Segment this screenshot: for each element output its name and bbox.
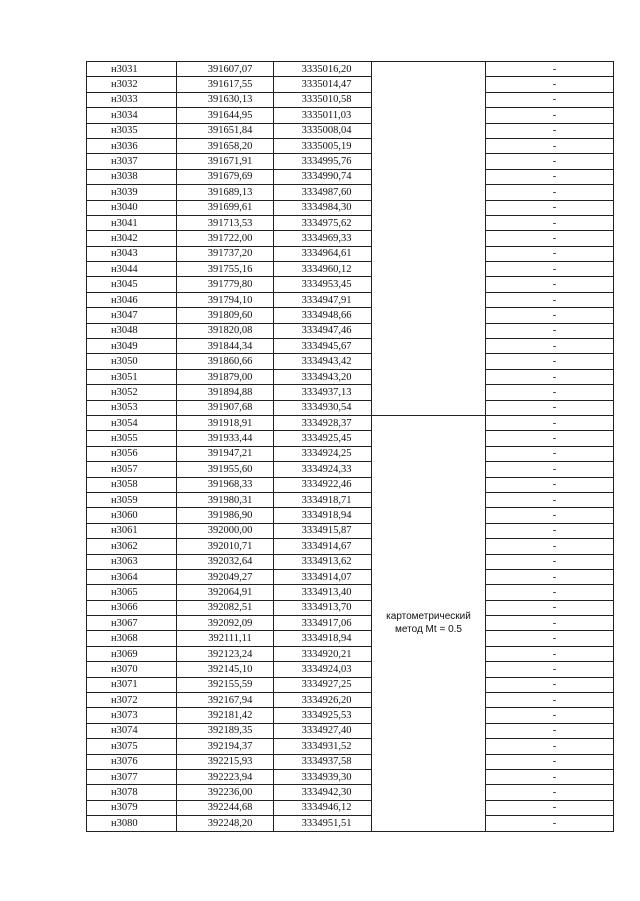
coordinate-x-cell: 392194,37	[177, 739, 274, 754]
point-name-cell: н3045	[87, 277, 177, 292]
point-name-cell: н3037	[87, 154, 177, 169]
table-row	[87, 169, 614, 184]
coordinate-y-cell: 3334920,21	[274, 646, 372, 661]
mark-cell: -	[486, 785, 614, 800]
coordinate-y-cell: 3334953,45	[274, 277, 372, 292]
point-name-cell: н3068	[87, 631, 177, 646]
mark-cell: -	[486, 739, 614, 754]
mark-cell: -	[486, 523, 614, 538]
coordinate-y-cell: 3334924,33	[274, 462, 372, 477]
point-name-cell: н3080	[87, 816, 177, 831]
coordinate-x-cell: 391844,34	[177, 339, 274, 354]
coordinate-y-cell: 3334927,25	[274, 677, 372, 692]
coordinate-x-cell: 391918,91	[177, 415, 274, 430]
table-row	[87, 262, 614, 277]
point-name-cell: н3076	[87, 754, 177, 769]
table-row	[87, 62, 614, 77]
coordinate-y-cell: 3334913,62	[274, 554, 372, 569]
coordinate-y-cell: 3334975,62	[274, 215, 372, 230]
point-name-cell: н3073	[87, 708, 177, 723]
table-row	[87, 769, 614, 784]
table-row	[87, 800, 614, 815]
coordinate-y-cell: 3334990,74	[274, 169, 372, 184]
coordinate-y-cell: 3334945,67	[274, 339, 372, 354]
table-row	[87, 785, 614, 800]
point-name-cell: н3054	[87, 415, 177, 430]
coordinate-y-cell: 3335008,04	[274, 123, 372, 138]
mark-cell: -	[486, 508, 614, 523]
mark-cell: -	[486, 446, 614, 461]
mark-cell: -	[486, 354, 614, 369]
mark-cell: -	[486, 108, 614, 123]
coordinate-y-cell: 3334926,20	[274, 693, 372, 708]
mark-cell: -	[486, 169, 614, 184]
mark-cell: -	[486, 569, 614, 584]
table-row	[87, 616, 614, 631]
mark-cell: -	[486, 539, 614, 554]
point-name-cell: н3078	[87, 785, 177, 800]
mark-cell: -	[486, 616, 614, 631]
coordinate-y-cell: 3334913,70	[274, 600, 372, 615]
coordinate-y-cell: 3334937,58	[274, 754, 372, 769]
table-row	[87, 108, 614, 123]
table-row	[87, 646, 614, 661]
table-row	[87, 739, 614, 754]
table-row	[87, 631, 614, 646]
point-name-cell: н3058	[87, 477, 177, 492]
mark-cell: -	[486, 415, 614, 430]
coordinate-y-cell: 3334947,91	[274, 292, 372, 307]
mark-cell: -	[486, 215, 614, 230]
coordinate-x-cell: 392215,93	[177, 754, 274, 769]
coordinate-x-cell: 391630,13	[177, 92, 274, 107]
coordinate-y-cell: 3334948,66	[274, 308, 372, 323]
coordinate-y-cell: 3334924,25	[274, 446, 372, 461]
table-row	[87, 554, 614, 569]
table-row	[87, 415, 614, 430]
table-row	[87, 446, 614, 461]
mark-cell: -	[486, 631, 614, 646]
coordinate-x-cell: 391820,08	[177, 323, 274, 338]
coordinate-x-cell: 391860,66	[177, 354, 274, 369]
coordinate-x-cell: 391809,60	[177, 308, 274, 323]
point-name-cell: н3033	[87, 92, 177, 107]
coordinate-x-cell: 391651,84	[177, 123, 274, 138]
table-row	[87, 600, 614, 615]
point-name-cell: н3047	[87, 308, 177, 323]
point-name-cell: н3056	[87, 446, 177, 461]
coordinate-x-cell: 391689,13	[177, 185, 274, 200]
point-name-cell: н3066	[87, 600, 177, 615]
coordinate-y-cell: 3334987,60	[274, 185, 372, 200]
coordinate-x-cell: 392189,35	[177, 723, 274, 738]
table-row	[87, 754, 614, 769]
coordinate-x-cell: 392064,91	[177, 585, 274, 600]
mark-cell: -	[486, 754, 614, 769]
mark-cell: -	[486, 816, 614, 831]
coordinates-table-body	[87, 62, 614, 832]
coordinate-y-cell: 3334937,13	[274, 385, 372, 400]
coordinate-y-cell: 3334930,54	[274, 400, 372, 415]
table-row	[87, 677, 614, 692]
mark-cell: -	[486, 154, 614, 169]
coordinate-x-cell: 391955,60	[177, 462, 274, 477]
point-name-cell: н3034	[87, 108, 177, 123]
mark-cell: -	[486, 662, 614, 677]
mark-cell: -	[486, 769, 614, 784]
mark-cell: -	[486, 477, 614, 492]
point-name-cell: н3038	[87, 169, 177, 184]
coordinate-y-cell: 3334931,52	[274, 739, 372, 754]
table-row	[87, 123, 614, 138]
coordinate-y-cell: 3334918,94	[274, 631, 372, 646]
point-name-cell: н3064	[87, 569, 177, 584]
coordinate-y-cell: 3334960,12	[274, 262, 372, 277]
table-row	[87, 154, 614, 169]
mark-cell: -	[486, 462, 614, 477]
coordinate-x-cell: 392181,42	[177, 708, 274, 723]
coordinate-y-cell: 3334969,33	[274, 231, 372, 246]
mark-cell: -	[486, 308, 614, 323]
point-name-cell: н3072	[87, 693, 177, 708]
coordinate-x-cell: 391947,21	[177, 446, 274, 461]
coordinate-y-cell: 3334964,61	[274, 246, 372, 261]
mark-cell: -	[486, 138, 614, 153]
coordinate-x-cell: 391933,44	[177, 431, 274, 446]
mark-cell: -	[486, 492, 614, 507]
coordinate-x-cell: 392145,10	[177, 662, 274, 677]
coordinate-y-cell: 3334922,46	[274, 477, 372, 492]
mark-cell: -	[486, 600, 614, 615]
coordinate-y-cell: 3334942,30	[274, 785, 372, 800]
coordinate-x-cell: 392244,68	[177, 800, 274, 815]
coordinate-y-cell: 3334914,07	[274, 569, 372, 584]
table-row	[87, 369, 614, 384]
table-row	[87, 539, 614, 554]
coordinate-y-cell: 3334918,94	[274, 508, 372, 523]
mark-cell: -	[486, 369, 614, 384]
point-name-cell: н3074	[87, 723, 177, 738]
point-name-cell: н3050	[87, 354, 177, 369]
coordinate-x-cell: 391617,55	[177, 77, 274, 92]
coordinate-y-cell: 3334939,30	[274, 769, 372, 784]
table-row	[87, 400, 614, 415]
coordinate-x-cell: 392167,94	[177, 693, 274, 708]
table-row	[87, 215, 614, 230]
point-name-cell: н3070	[87, 662, 177, 677]
coordinate-x-cell: 391658,20	[177, 138, 274, 153]
method-cell-empty	[372, 62, 486, 416]
coordinate-x-cell: 392032,64	[177, 554, 274, 569]
point-name-cell: н3040	[87, 200, 177, 215]
coordinate-y-cell: 3334951,51	[274, 816, 372, 831]
mark-cell: -	[486, 339, 614, 354]
coordinate-x-cell: 391907,68	[177, 400, 274, 415]
table-row	[87, 662, 614, 677]
mark-cell: -	[486, 431, 614, 446]
point-name-cell: н3049	[87, 339, 177, 354]
coordinate-x-cell: 392111,11	[177, 631, 274, 646]
point-name-cell: н3052	[87, 385, 177, 400]
mark-cell: -	[486, 723, 614, 738]
mark-cell: -	[486, 62, 614, 77]
point-name-cell: н3032	[87, 77, 177, 92]
point-name-cell: н3031	[87, 62, 177, 77]
point-name-cell: н3042	[87, 231, 177, 246]
table-row	[87, 693, 614, 708]
coordinate-y-cell: 3335011,03	[274, 108, 372, 123]
coordinate-x-cell: 391713,53	[177, 215, 274, 230]
point-name-cell: н3059	[87, 492, 177, 507]
table-row	[87, 385, 614, 400]
table-row	[87, 292, 614, 307]
coordinate-y-cell: 3334917,06	[274, 616, 372, 631]
coordinate-x-cell: 391607,07	[177, 62, 274, 77]
table-row	[87, 462, 614, 477]
coordinate-x-cell: 391722,00	[177, 231, 274, 246]
table-row	[87, 92, 614, 107]
point-name-cell: н3057	[87, 462, 177, 477]
mark-cell: -	[486, 277, 614, 292]
table-row	[87, 339, 614, 354]
coordinate-y-cell: 3334925,45	[274, 431, 372, 446]
table-row	[87, 246, 614, 261]
coordinate-x-cell: 391755,16	[177, 262, 274, 277]
point-name-cell: н3079	[87, 800, 177, 815]
coordinate-x-cell: 392123,24	[177, 646, 274, 661]
coordinate-x-cell: 391737,20	[177, 246, 274, 261]
table-row	[87, 354, 614, 369]
point-name-cell: н3053	[87, 400, 177, 415]
mark-cell: -	[486, 400, 614, 415]
coordinate-y-cell: 3334947,46	[274, 323, 372, 338]
coordinate-y-cell: 3334946,12	[274, 800, 372, 815]
table-row	[87, 231, 614, 246]
coordinate-y-cell: 3334984,30	[274, 200, 372, 215]
coordinate-y-cell: 3334943,42	[274, 354, 372, 369]
mark-cell: -	[486, 77, 614, 92]
coordinate-y-cell: 3335014,47	[274, 77, 372, 92]
mark-cell: -	[486, 554, 614, 569]
point-name-cell: н3071	[87, 677, 177, 692]
mark-cell: -	[486, 385, 614, 400]
point-name-cell: н3046	[87, 292, 177, 307]
coordinate-x-cell: 391699,61	[177, 200, 274, 215]
mark-cell: -	[486, 292, 614, 307]
point-name-cell: н3051	[87, 369, 177, 384]
mark-cell: -	[486, 585, 614, 600]
coordinate-x-cell: 391794,10	[177, 292, 274, 307]
table-row	[87, 200, 614, 215]
table-row	[87, 431, 614, 446]
mark-cell: -	[486, 92, 614, 107]
method-cell	[372, 415, 486, 831]
table-row	[87, 585, 614, 600]
mark-cell: -	[486, 708, 614, 723]
coordinate-x-cell: 392155,59	[177, 677, 274, 692]
mark-cell: -	[486, 646, 614, 661]
coordinate-x-cell: 392248,20	[177, 816, 274, 831]
table-row	[87, 523, 614, 538]
point-name-cell: н3039	[87, 185, 177, 200]
coordinate-x-cell: 392000,00	[177, 523, 274, 538]
coordinate-y-cell: 3334924,03	[274, 662, 372, 677]
coordinate-x-cell: 391679,69	[177, 169, 274, 184]
point-name-cell: н3063	[87, 554, 177, 569]
point-name-cell: н3041	[87, 215, 177, 230]
table-row	[87, 723, 614, 738]
point-name-cell: н3062	[87, 539, 177, 554]
coordinate-y-cell: 3335005,19	[274, 138, 372, 153]
coordinate-y-cell: 3334928,37	[274, 415, 372, 430]
table-row	[87, 508, 614, 523]
mark-cell: -	[486, 185, 614, 200]
coordinate-x-cell: 392049,27	[177, 569, 274, 584]
table-row	[87, 77, 614, 92]
point-name-cell: н3077	[87, 769, 177, 784]
mark-cell: -	[486, 693, 614, 708]
coordinate-y-cell: 3334915,87	[274, 523, 372, 538]
table-row	[87, 708, 614, 723]
point-name-cell: н3044	[87, 262, 177, 277]
table-row	[87, 185, 614, 200]
coordinate-y-cell: 3334943,20	[274, 369, 372, 384]
mark-cell: -	[486, 323, 614, 338]
coordinate-x-cell: 391671,91	[177, 154, 274, 169]
table-row	[87, 277, 614, 292]
mark-cell: -	[486, 246, 614, 261]
table-row	[87, 477, 614, 492]
point-name-cell: н3048	[87, 323, 177, 338]
method-text: картометрический метод Mt = 0.5	[386, 611, 471, 636]
mark-cell: -	[486, 123, 614, 138]
point-name-cell: н3065	[87, 585, 177, 600]
table-row	[87, 569, 614, 584]
point-name-cell: н3075	[87, 739, 177, 754]
mark-cell: -	[486, 200, 614, 215]
coordinate-x-cell: 391879,00	[177, 369, 274, 384]
table-row	[87, 323, 614, 338]
mark-cell: -	[486, 800, 614, 815]
coordinate-x-cell: 391779,80	[177, 277, 274, 292]
point-name-cell: н3069	[87, 646, 177, 661]
coordinate-y-cell: 3334913,40	[274, 585, 372, 600]
coordinate-x-cell: 392092,09	[177, 616, 274, 631]
point-name-cell: н3061	[87, 523, 177, 538]
coordinate-x-cell: 391894,88	[177, 385, 274, 400]
point-name-cell: н3035	[87, 123, 177, 138]
table-row	[87, 138, 614, 153]
coordinate-x-cell: 391968,33	[177, 477, 274, 492]
mark-cell: -	[486, 677, 614, 692]
coordinate-x-cell: 392010,71	[177, 539, 274, 554]
coordinate-y-cell: 3335010,58	[274, 92, 372, 107]
point-name-cell: н3067	[87, 616, 177, 631]
coordinate-y-cell: 3335016,20	[274, 62, 372, 77]
table-row	[87, 308, 614, 323]
point-name-cell: н3060	[87, 508, 177, 523]
coordinate-y-cell: 3334925,53	[274, 708, 372, 723]
table-row	[87, 816, 614, 831]
coordinate-x-cell: 391644,95	[177, 108, 274, 123]
coordinates-table	[86, 61, 614, 832]
mark-cell: -	[486, 262, 614, 277]
coordinate-x-cell: 391986,90	[177, 508, 274, 523]
coordinate-y-cell: 3334918,71	[274, 492, 372, 507]
coordinate-x-cell: 392082,51	[177, 600, 274, 615]
coordinate-x-cell: 391980,31	[177, 492, 274, 507]
point-name-cell: н3043	[87, 246, 177, 261]
point-name-cell: н3055	[87, 431, 177, 446]
coordinate-x-cell: 392236,00	[177, 785, 274, 800]
coordinate-y-cell: 3334927,40	[274, 723, 372, 738]
mark-cell: -	[486, 231, 614, 246]
coordinate-y-cell: 3334995,76	[274, 154, 372, 169]
point-name-cell: н3036	[87, 138, 177, 153]
coordinate-y-cell: 3334914,67	[274, 539, 372, 554]
table-row	[87, 492, 614, 507]
coordinate-x-cell: 392223,94	[177, 769, 274, 784]
